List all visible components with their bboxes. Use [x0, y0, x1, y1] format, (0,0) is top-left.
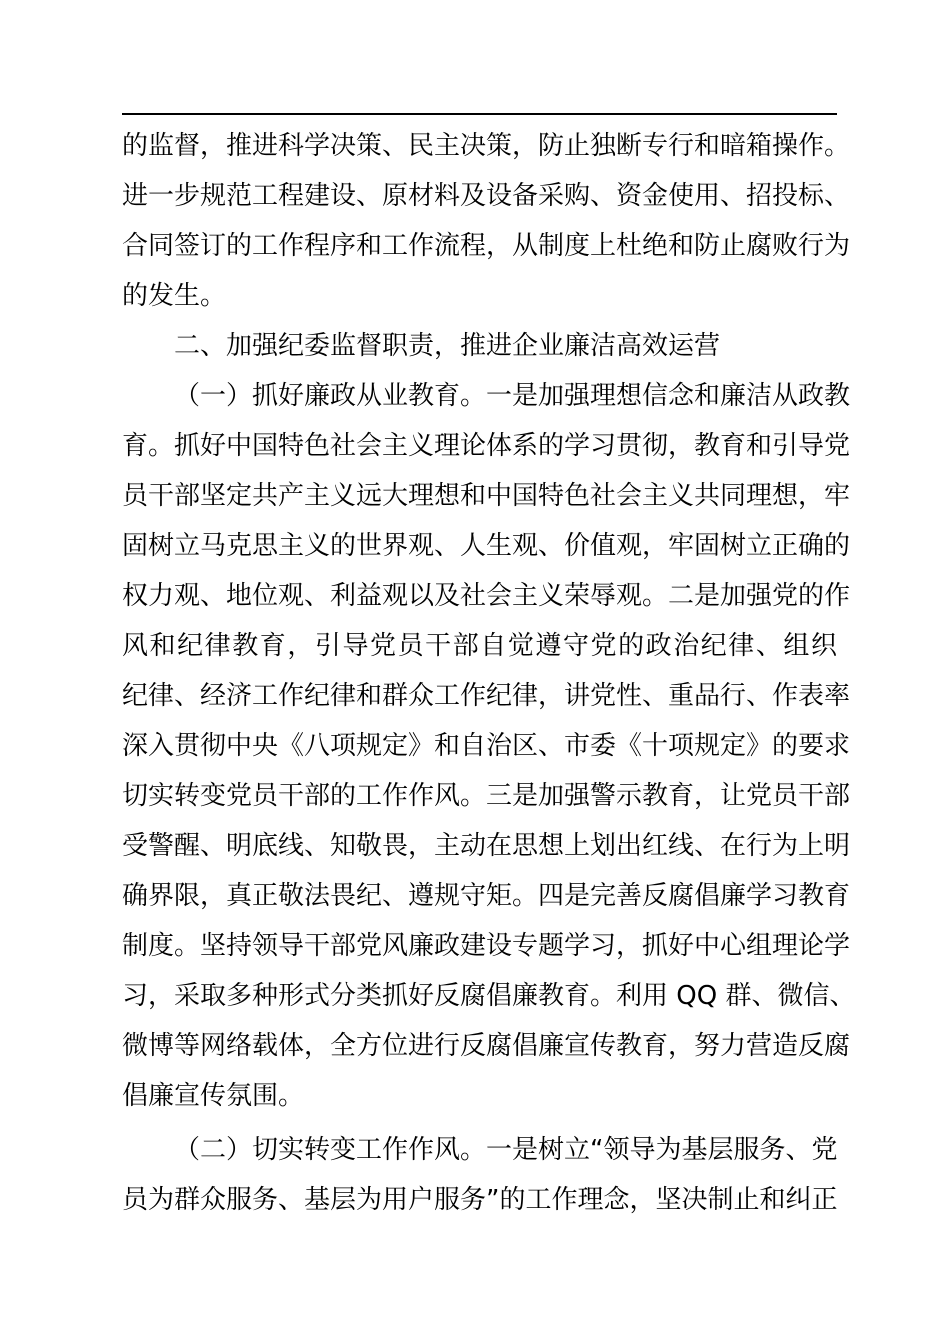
text-line: 纪律、经济工作纪律和群众工作纪律，讲党性、重品行、作表率: [122, 681, 851, 711]
text-line: 固树立马克思主义的世界观、人生观、价值观，牢固树立正确的: [122, 531, 851, 561]
paragraph-start-line: （一）抓好廉政从业教育。一是加强理想信念和廉洁从政教: [174, 381, 851, 411]
text-line: 深入贯彻中央《八项规定》和自治区、市委《十项规定》的要求: [122, 731, 851, 761]
paragraph-start-line: （二）切实转变工作作风。一是树立“领导为基层服务、党: [174, 1135, 838, 1165]
text-line: 习，采取多种形式分类抓好反腐倡廉教育。利用 QQ 群、微信、: [122, 981, 856, 1011]
text-line: 进一步规范工程建设、原材料及设备采购、资金使用、招投标、: [122, 181, 851, 211]
text-line: 员为群众服务、基层为用户服务”的工作理念，坚决制止和纠正: [122, 1185, 838, 1215]
document-body: [122, 125, 856, 1229]
text-line: 权力观、地位观、利益观以及社会主义荣辱观。二是加强党的作: [122, 581, 851, 611]
text-line: 风和纪律教育，引导党员干部自觉遵守党的政治纪律、组织: [122, 631, 837, 661]
text-line: 员干部坚定共产主义远大理想和中国特色社会主义共同理想，牢: [122, 481, 851, 511]
text-line: 的监督，推进科学决策、民主决策，防止独断专行和暗箱操作。: [122, 131, 851, 161]
text-line: 切实转变党员干部的工作作风。三是加强警示教育，让党员干部: [122, 781, 851, 811]
text-line: 合同签订的工作程序和工作流程，从制度上杜绝和防止腐败行为: [122, 231, 851, 261]
section-heading: 二、加强纪委监督职责，推进企业廉洁高效运营: [174, 331, 721, 361]
text-line: 的发生。: [122, 281, 227, 311]
text-line: 确界限，真正敬法畏纪、遵规守矩。四是完善反腐倡廉学习教育: [122, 881, 851, 911]
text-line: 受警醒、明底线、知敬畏，主动在思想上划出红线、在行为上明: [122, 831, 851, 861]
text-line: 倡廉宣传氛围。: [122, 1081, 305, 1111]
text-line: 微博等网络载体，全方位进行反腐倡廉宣传教育，努力营造反腐: [122, 1031, 851, 1061]
text-line: 育。抓好中国特色社会主义理论体系的学习贯彻，教育和引导党: [122, 431, 851, 461]
header-rule: [122, 113, 837, 115]
text-line: 制度。坚持领导干部党风廉政建设专题学习，抓好中心组理论学: [122, 931, 851, 961]
